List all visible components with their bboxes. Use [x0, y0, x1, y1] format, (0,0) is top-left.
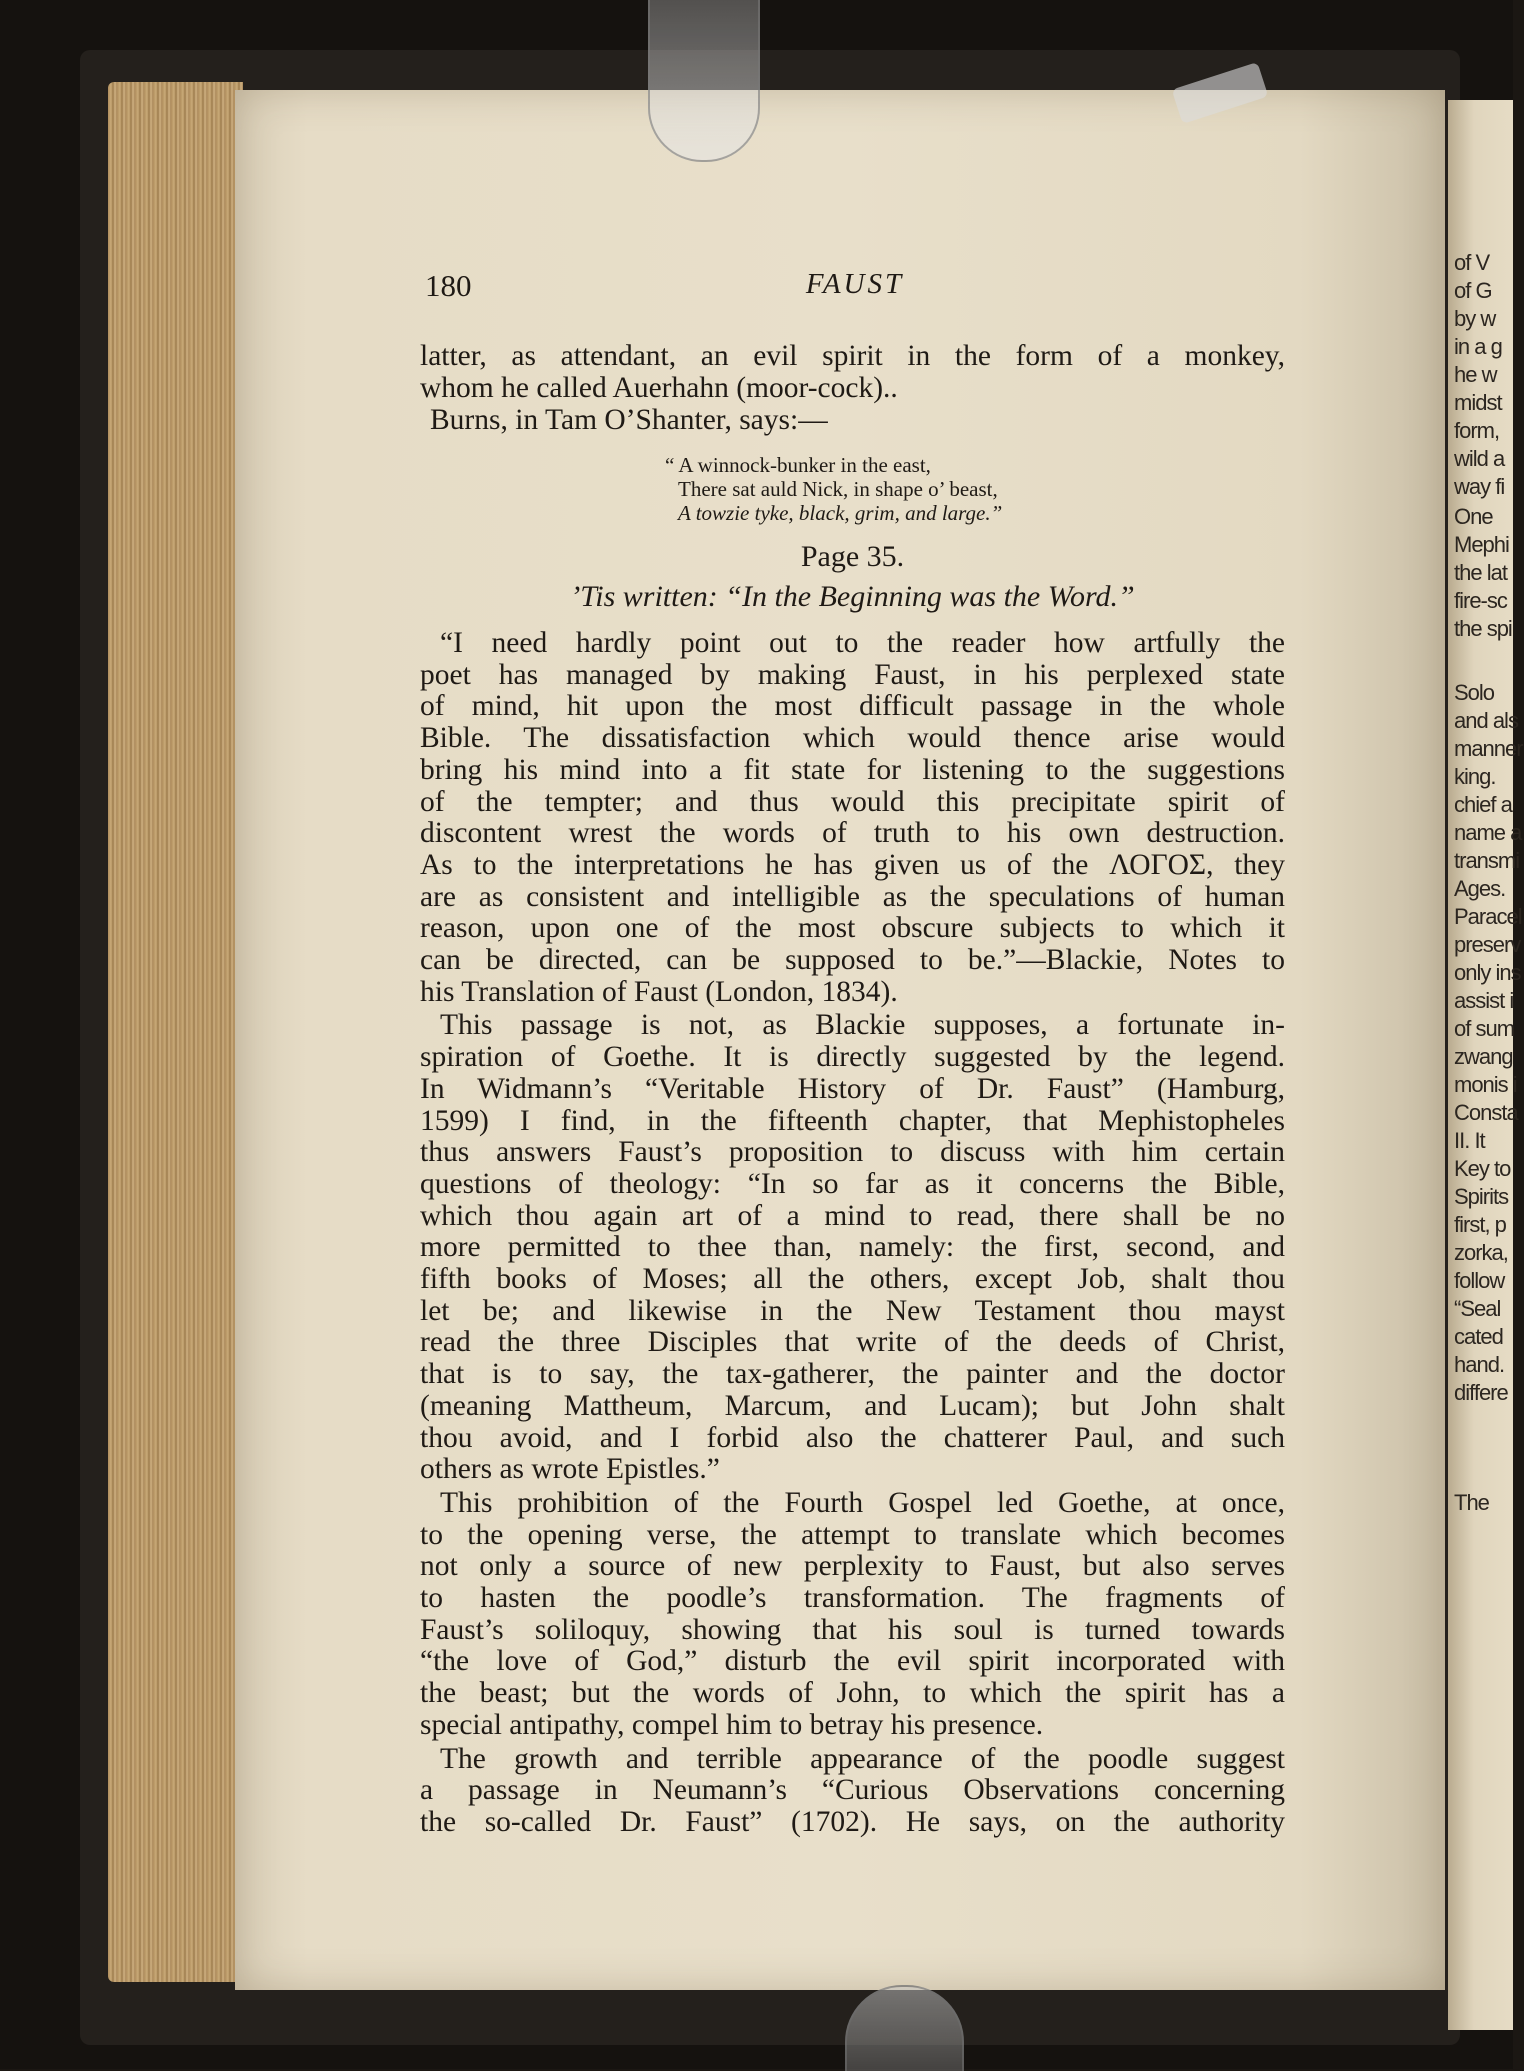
facing-page-fragment: One	[1454, 504, 1493, 529]
facing-page-fragment: Solo	[1454, 680, 1495, 705]
text-line: which thou again art of a mind to read, there shall be no	[420, 1199, 1285, 1232]
facing-page-fragment: of sum	[1454, 1016, 1515, 1041]
facing-page-fragment: The	[1454, 1490, 1489, 1515]
text-line: to hasten the poodle’s transformation. The fragments of	[420, 1582, 1285, 1614]
facing-page-fragment: cated	[1454, 1324, 1503, 1349]
facing-page-fragment: II. It	[1454, 1128, 1485, 1153]
facing-page-fragment: of V	[1454, 250, 1490, 275]
text-line: of mind, hit upon the most difficult passage in the whole	[420, 690, 1285, 723]
facing-page-fragment: in a g	[1454, 334, 1502, 359]
facing-page-fragment: manner	[1454, 736, 1523, 761]
text-line: his Translation of Faust (London, 1834).	[420, 975, 898, 1008]
text-line: This prohibition of the Fourth Gospel led Goethe, at once,	[440, 1486, 1285, 1519]
facing-page-fragment: by w	[1454, 306, 1496, 331]
text-line: 1599) I find, in the fifteenth chapter, that Mephistopheles	[420, 1104, 1285, 1137]
text-line: whom he called Auerhahn (moor-cock)..	[420, 372, 898, 404]
text-line: thus answers Faust’s proposition to discuss with him certain	[420, 1136, 1285, 1169]
facing-page-fragment: fire-sc	[1454, 588, 1507, 613]
text-line: others as wrote Epistles.”	[420, 1453, 720, 1486]
facing-page-fragment: the spi	[1454, 616, 1512, 641]
section-heading: Page 35.	[800, 540, 905, 573]
verse-line: There sat auld Nick, in shape o’ beast,	[678, 477, 998, 501]
facing-page-fragment: Ages.	[1454, 876, 1506, 901]
facing-page-fragment: zwang	[1454, 1044, 1513, 1069]
text-line: “the love of God,” disturb the evil spirit incorporated with	[420, 1645, 1285, 1678]
text-line: of the tempter; and thus would this precipitate spirit of	[420, 785, 1285, 818]
page-clip-top	[648, 0, 760, 162]
facing-page-fragment: assist i	[1454, 988, 1514, 1013]
facing-page-fragment: name a	[1454, 820, 1522, 845]
text-line: “I need hardly point out to the reader how artfully the	[440, 627, 1285, 659]
text-line: discontent wrest the words of truth to his own destruction.	[420, 817, 1285, 850]
text-line: to the opening verse, the attempt to translate which becomes	[420, 1518, 1285, 1551]
running-title: FAUST	[805, 268, 905, 300]
text-line: that is to say, the tax-gatherer, the painter and the doctor	[420, 1358, 1285, 1391]
text-line: In Widmann’s “Veritable History of Dr. Faust” (Hamburg,	[420, 1072, 1285, 1105]
facing-page-fragment: the lat	[1454, 560, 1507, 585]
section-subheading: ’Tis written: “In the Beginning was the Word.”	[570, 580, 1135, 613]
facing-page-fragment: only ins	[1454, 960, 1521, 985]
facing-page-fragment: Spirits	[1454, 1184, 1509, 1209]
facing-page-fragment: of G	[1454, 278, 1492, 303]
text-line: latter, as attendant, an evil spirit in the form of a monkey,	[420, 340, 1285, 372]
text-line: Bible. The dissatisfaction which would thence arise would	[420, 722, 1285, 755]
text-line: let be; and likewise in the New Testament thou mayst	[420, 1294, 1285, 1327]
facing-page-fragment: Consta	[1454, 1100, 1518, 1125]
text-line: a passage in Neumann’s “Curious Observations concerning	[420, 1774, 1285, 1807]
text-line: Faust’s soliloquy, showing that his soul is turned towards	[420, 1613, 1285, 1646]
verse-line: A towzie tyke, black, grim, and large.”	[678, 501, 1003, 525]
page-edges	[108, 82, 243, 1982]
text-line: (meaning Mattheum, Marcum, and Lucam); but John shalt	[420, 1389, 1285, 1422]
text-line: As to the interpretations he has given us of the ΛΟΓΟΣ, they	[420, 848, 1285, 881]
text-line: not only a source of new perplexity to Faust, but also serves	[420, 1550, 1285, 1583]
text-line: the so-called Dr. Faust” (1702). He says, on the authority	[420, 1805, 1285, 1838]
facing-page-fragment: king.	[1454, 764, 1496, 789]
facing-page-fragment: Key to	[1454, 1156, 1511, 1181]
facing-page-fragment: midst	[1454, 390, 1502, 415]
facing-page-fragment: zorka,	[1454, 1240, 1508, 1265]
facing-page-fragment: and als	[1454, 708, 1518, 733]
facing-page-fragment: “Seal	[1454, 1296, 1501, 1321]
page-number: 180	[425, 268, 472, 303]
text-line: are as consistent and intelligible as the speculations of human	[420, 880, 1285, 913]
text-line: fifth books of Moses; all the others, except Job, shalt thou	[420, 1263, 1285, 1295]
facing-page-fragment: form,	[1454, 418, 1500, 443]
facing-page-fragment: hand.	[1454, 1352, 1505, 1377]
text-line: This passage is not, as Blackie supposes, a fortunate in-	[440, 1009, 1285, 1042]
facing-page-fragment: Paracel	[1454, 904, 1522, 929]
text-line: questions of theology: “In so far as it concerns the Bible,	[420, 1167, 1285, 1200]
facing-page-fragment: differe	[1454, 1380, 1508, 1405]
text-line: The growth and terrible appearance of the poodle suggest	[440, 1742, 1285, 1775]
facing-page-fragment: preserv	[1454, 932, 1521, 957]
text-line: spiration of Goethe. It is directly suggested by the legend.	[420, 1041, 1285, 1074]
page-header	[425, 268, 1285, 308]
facing-page-fragment: monis i	[1454, 1072, 1517, 1097]
facing-page-fragment: transmi	[1454, 848, 1520, 873]
text-line: bring his mind into a fit state for listening to the suggestions	[420, 753, 1285, 786]
text-line: special antipathy, compel him to betray his presence.	[420, 1708, 1044, 1741]
text-line: thou avoid, and I forbid also the chatterer Paul, and such	[420, 1421, 1285, 1454]
facing-page-fragment: he w	[1454, 362, 1497, 387]
facing-page-fragment: first, p	[1454, 1212, 1506, 1237]
facing-page-fragment: wild a	[1454, 446, 1505, 471]
text-line: reason, upon one of the most obscure subjects to which it	[420, 912, 1285, 945]
facing-page	[1448, 100, 1523, 2030]
text-line: read the three Disciples that write of the deeds of Christ,	[420, 1326, 1285, 1359]
text-line: the beast; but the words of John, to which the spirit has a	[420, 1677, 1285, 1710]
facing-page-fragment: follow	[1454, 1268, 1505, 1293]
text-line: Burns, in Tam O’Shanter, says:—	[430, 404, 828, 436]
text-line: poet has managed by making Faust, in his perplexed state	[420, 658, 1285, 691]
text-line: can be directed, can be supposed to be.”—Blackie, Notes to	[420, 944, 1285, 976]
facing-page-fragment: way fi	[1454, 474, 1505, 499]
verse-line: “ A winnock-bunker in the east,	[665, 453, 931, 477]
facing-page-fragment: Mephi	[1454, 532, 1509, 557]
text-line: more permitted to thee than, namely: the first, second, and	[420, 1231, 1285, 1264]
facing-page-fragment: chief a	[1454, 792, 1512, 817]
